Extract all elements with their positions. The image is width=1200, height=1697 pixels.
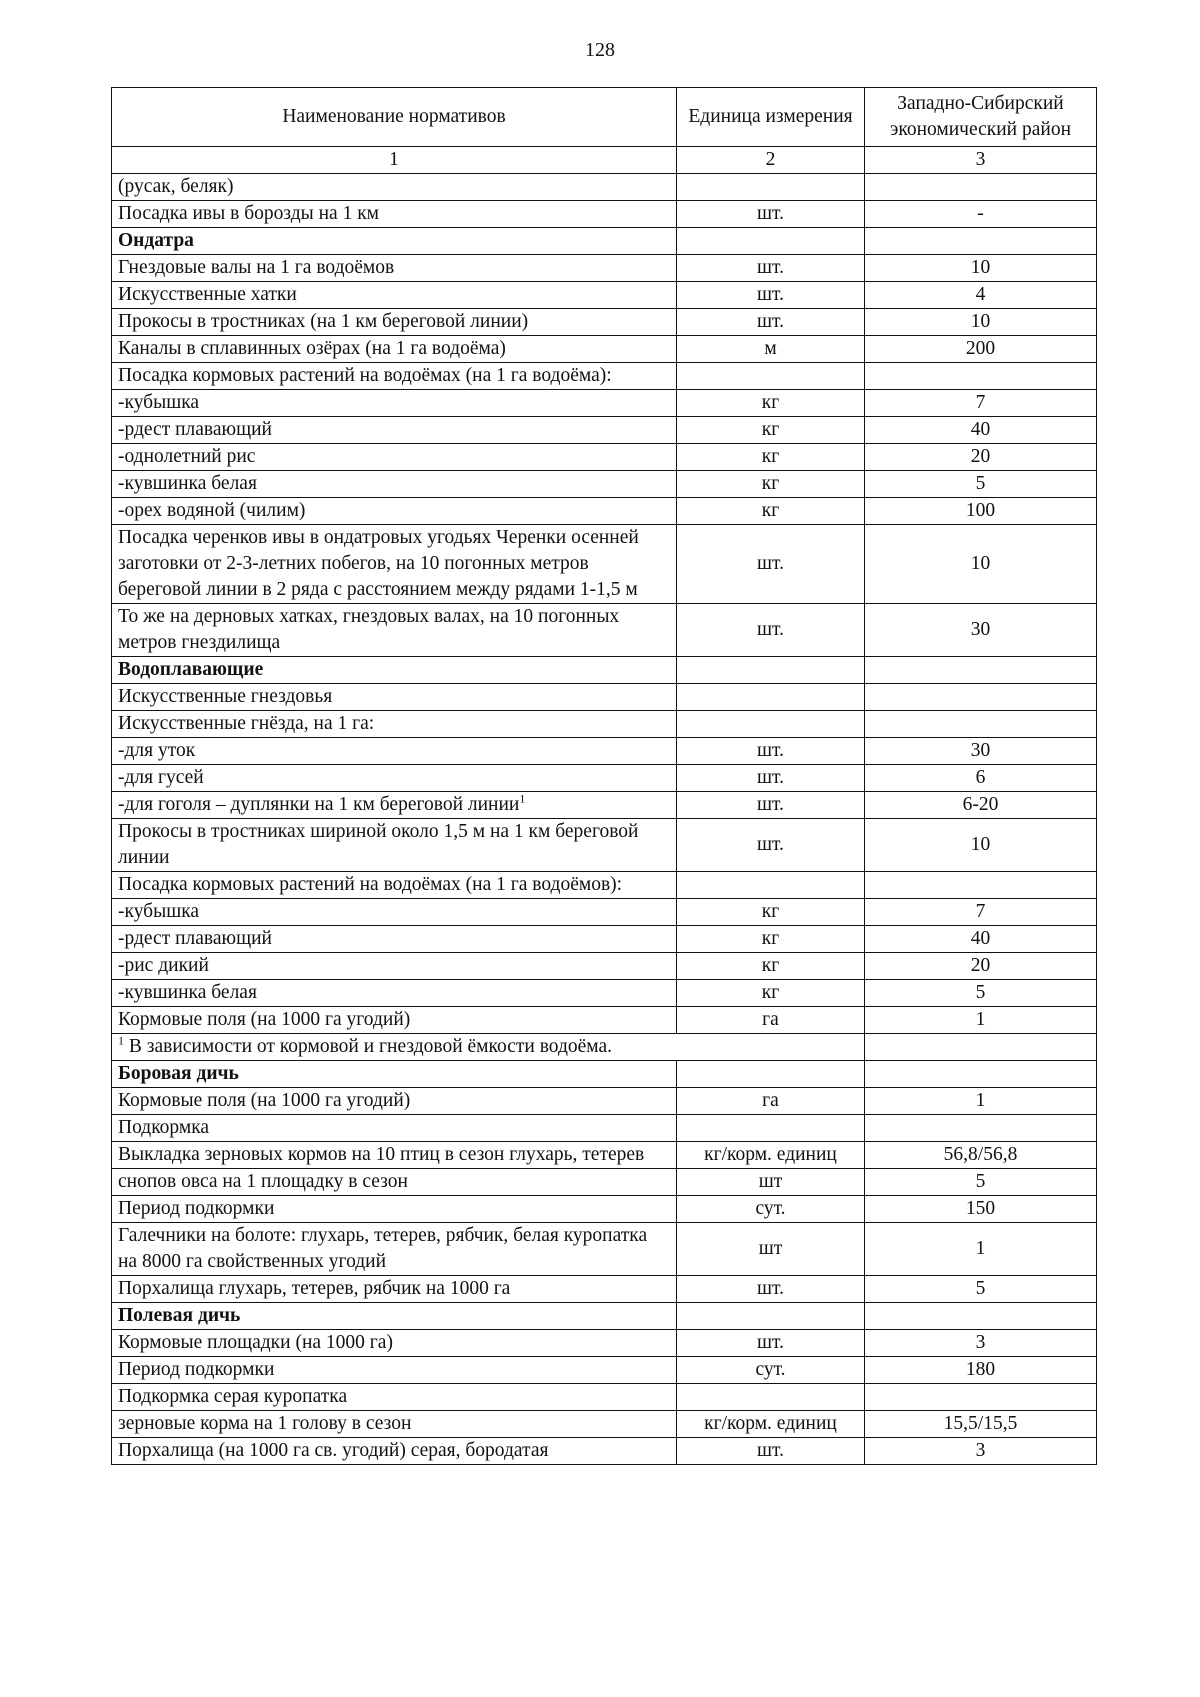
row-value: 4 [865,282,1097,309]
table-row [112,1384,1097,1411]
row-name-cell [112,604,677,657]
row-name: -для гусей [118,767,204,788]
row-value: 200 [865,336,1097,363]
row-name-cell [112,1438,677,1465]
row-name-cell [112,711,677,738]
row-unit: га [677,1088,865,1115]
row-name-cell [112,363,677,390]
row-name: -кубышка [118,392,200,413]
row-value: 3 [865,1438,1097,1465]
row-name-cell [112,819,677,872]
row-name: снопов овса на 1 площадку в сезон [118,1171,408,1192]
row-value: 1 [865,1088,1097,1115]
table-row [112,309,1097,336]
row-name-cell [112,390,677,417]
table-row [112,1223,1097,1276]
table-row [112,604,1097,657]
row-name: зерновые корма на 1 голову в сезон [118,1413,412,1434]
table-row [112,684,1097,711]
row-value [865,1061,1097,1088]
row-name-cell [112,1034,865,1061]
row-name-cell [112,1411,677,1438]
table-row [112,525,1097,604]
table-row [112,1088,1097,1115]
row-unit: кг [677,926,865,953]
table-row [112,792,1097,819]
row-name: Период подкормки [118,1359,275,1380]
row-unit [677,174,865,201]
header-name: Наименование нормативов [112,88,677,147]
row-name-cell [112,872,677,899]
table-row [112,1007,1097,1034]
row-unit: шт. [677,792,865,819]
row-name-cell [112,309,677,336]
row-name: В зависимости от кормовой и гнездовой ёмкости водоёма. [128,1036,613,1057]
row-unit: шт. [677,309,865,336]
row-unit [677,228,865,255]
column-number-2: 2 [677,147,865,174]
header-region: Западно-Сибирский экономический район [865,88,1097,147]
row-unit [677,1303,865,1330]
table-row [112,282,1097,309]
row-unit: шт. [677,525,865,604]
row-name: Каналы в сплавинных озёрах (на 1 га водоёма) [118,338,506,359]
row-unit: га [677,1007,865,1034]
row-unit [677,363,865,390]
row-name: Подкормка [118,1117,210,1138]
row-value [865,1303,1097,1330]
row-value: 15,5/15,5 [865,1411,1097,1438]
row-name-cell [112,174,677,201]
page-number: 128 [585,39,615,61]
row-name: Ондатра [118,230,194,251]
table-row [112,228,1097,255]
table-row [112,390,1097,417]
row-value: 20 [865,953,1097,980]
row-name: (русак, беляк) [118,176,234,197]
row-unit: шт. [677,1330,865,1357]
row-name-cell [112,1303,677,1330]
row-name: Кормовые поля (на 1000 га угодий) [118,1009,411,1030]
norms-table-body [112,88,1097,1465]
table-row [112,953,1097,980]
row-value [865,684,1097,711]
row-name: Искусственные гнёзда, на 1 га: [118,713,375,734]
row-value [865,1384,1097,1411]
row-name: -рис дикий [118,955,209,976]
row-name: Галечники на болоте: глухарь, тетерев, рябчик, белая куропатка на 8000 га свойственных угодий [118,1225,648,1272]
row-name-cell [112,336,677,363]
row-value: 10 [865,525,1097,604]
row-name: Полевая дичь [118,1305,241,1326]
row-value [865,872,1097,899]
row-name-cell [112,1276,677,1303]
row-name-cell [112,471,677,498]
table-row [112,174,1097,201]
row-name-cell [112,228,677,255]
row-unit: кг [677,899,865,926]
row-name: -орех водяной (чилим) [118,500,306,521]
row-value: 5 [865,471,1097,498]
row-unit: шт. [677,282,865,309]
row-name-cell [112,282,677,309]
row-unit: шт. [677,255,865,282]
row-name-cell [112,1169,677,1196]
row-name: Выкладка зерновых кормов на 10 птиц в сезон глухарь, тетерев [118,1144,645,1165]
row-name-cell [112,1196,677,1223]
row-name-cell [112,1223,677,1276]
table-row [112,1303,1097,1330]
row-unit: шт [677,1169,865,1196]
row-value: 10 [865,819,1097,872]
row-unit: кг [677,980,865,1007]
row-value: 6 [865,765,1097,792]
row-name: Искусственные хатки [118,284,297,305]
row-value [865,363,1097,390]
row-value [865,711,1097,738]
row-name-cell [112,1384,677,1411]
row-unit: кг [677,953,865,980]
row-name: Посадка ивы в борозды на 1 км [118,203,380,224]
row-name-cell [112,684,677,711]
row-name: Посадка кормовых растений на водоёмах (на 1 га водоёмов): [118,874,623,895]
row-name: Подкормка серая куропатка [118,1386,348,1407]
row-name: Прокосы в тростниках шириной около 1,5 м на 1 км береговой линии [118,821,639,868]
row-name: Кормовые поля (на 1000 га угодий) [118,1090,411,1111]
row-value [865,1115,1097,1142]
row-unit: м [677,336,865,363]
row-name: Посадка кормовых растений на водоёмах (на 1 га водоёма): [118,365,612,386]
row-unit: кг/корм. единиц [677,1411,865,1438]
row-unit: шт [677,1223,865,1276]
row-unit: шт. [677,604,865,657]
row-name-cell [112,792,677,819]
row-value: 7 [865,899,1097,926]
row-name-cell [112,980,677,1007]
row-unit: кг [677,498,865,525]
table-row [112,255,1097,282]
row-name: Посадка черенков ивы в ондатровых угодьях Черенки осенней заготовки от 2-3-летних побегов, на 10 погонных метров береговой линии в 2 ряда с расстоянием между рядами 1-1,5 м [118,527,639,600]
row-name: Прокосы в тростниках (на 1 км береговой линии) [118,311,529,332]
row-value: 30 [865,604,1097,657]
row-unit: кг [677,390,865,417]
row-name-cell [112,953,677,980]
row-value: 5 [865,1276,1097,1303]
row-name: Кормовые площадки (на 1000 га) [118,1332,393,1353]
column-number-1: 1 [112,147,677,174]
row-name: То же на дерновых хатках, гнездовых валах, на 10 погонных метров гнездилища [118,606,620,653]
row-name-cell [112,1115,677,1142]
table-row [112,738,1097,765]
row-unit: шт. [677,201,865,228]
row-name: Порхалища глухарь, тетерев, рябчик на 1000 га [118,1278,511,1299]
row-value: 30 [865,738,1097,765]
table-row [112,1169,1097,1196]
row-unit [677,1061,865,1088]
row-unit [677,1384,865,1411]
table-row [112,872,1097,899]
row-name: -рдест плавающий [118,419,272,440]
table-row [112,1142,1097,1169]
row-name-cell [112,1330,677,1357]
table-header-row [112,88,1097,147]
row-name: -кувшинка белая [118,473,257,494]
row-name-cell [112,201,677,228]
row-name-cell [112,1061,677,1088]
table-row [112,363,1097,390]
table-row [112,1411,1097,1438]
norms-table [111,87,1097,1465]
row-name: Порхалища (на 1000 га св. угодий) серая, бородатая [118,1440,549,1461]
row-value: 150 [865,1196,1097,1223]
row-unit: кг/корм. единиц [677,1142,865,1169]
row-value: 1 [865,1223,1097,1276]
table-row [112,657,1097,684]
row-name-cell [112,765,677,792]
row-name: -кувшинка белая [118,982,257,1003]
row-unit: шт. [677,765,865,792]
row-unit: сут. [677,1357,865,1384]
row-value [865,657,1097,684]
table-row [112,765,1097,792]
table-row [112,819,1097,872]
row-unit [677,657,865,684]
row-unit: шт. [677,738,865,765]
row-value: 3 [865,1330,1097,1357]
table-row [112,1276,1097,1303]
row-name-cell [112,444,677,471]
row-value: 5 [865,1169,1097,1196]
row-value: 56,8/56,8 [865,1142,1097,1169]
row-value: - [865,201,1097,228]
row-name: Боровая дичь [118,1063,239,1084]
row-unit: кг [677,417,865,444]
row-name-cell [112,255,677,282]
row-name: Гнездовые валы на 1 га водоёмов [118,257,395,278]
row-value [865,174,1097,201]
table-row [112,1061,1097,1088]
row-name-cell [112,498,677,525]
row-value [865,228,1097,255]
row-name-cell [112,657,677,684]
header-unit: Единица измерения [677,88,865,147]
table-row [112,926,1097,953]
table-row [112,1034,1097,1061]
row-value: 40 [865,926,1097,953]
row-unit: сут. [677,1196,865,1223]
row-unit: шт. [677,1276,865,1303]
row-value: 180 [865,1357,1097,1384]
table-row [112,1196,1097,1223]
row-value [865,1034,1097,1061]
row-name: Искусственные гнездовья [118,686,333,707]
row-value: 5 [865,980,1097,1007]
footnote-mark: 1 [519,791,526,806]
row-name-cell [112,525,677,604]
row-name-cell [112,1007,677,1034]
row-name: -для уток [118,740,196,761]
column-number-3: 3 [865,147,1097,174]
table-row [112,1438,1097,1465]
row-name: Период подкормки [118,1198,275,1219]
row-value: 100 [865,498,1097,525]
table-row [112,201,1097,228]
row-value: 10 [865,255,1097,282]
row-unit [677,872,865,899]
column-number-row [112,147,1097,174]
row-name: -кубышка [118,901,200,922]
row-name: Водоплавающие [118,659,264,680]
table-row [112,1357,1097,1384]
row-value: 40 [865,417,1097,444]
row-name-cell [112,417,677,444]
table-row [112,1115,1097,1142]
table-row [112,336,1097,363]
row-value: 7 [865,390,1097,417]
row-unit [677,1115,865,1142]
row-name-cell [112,899,677,926]
row-name-cell [112,738,677,765]
table-row [112,899,1097,926]
table-row [112,1330,1097,1357]
footnote-mark: 1 [118,1033,124,1048]
table-row [112,980,1097,1007]
row-unit: кг [677,444,865,471]
row-value: 20 [865,444,1097,471]
row-name-cell [112,1142,677,1169]
row-name: -для гоголя – дуплянки на 1 км береговой линии [118,794,520,815]
row-value: 6-20 [865,792,1097,819]
table-row [112,711,1097,738]
row-unit: кг [677,471,865,498]
row-value: 10 [865,309,1097,336]
row-name-cell [112,926,677,953]
table-row [112,498,1097,525]
row-unit [677,711,865,738]
row-unit: шт. [677,1438,865,1465]
table-row [112,471,1097,498]
row-unit: шт. [677,819,865,872]
row-name-cell [112,1357,677,1384]
table-row [112,444,1097,471]
table-row [112,417,1097,444]
row-name-cell [112,1088,677,1115]
row-name: -однолетний рис [118,446,256,467]
row-name: -рдест плавающий [118,928,272,949]
row-unit [677,684,865,711]
row-value: 1 [865,1007,1097,1034]
